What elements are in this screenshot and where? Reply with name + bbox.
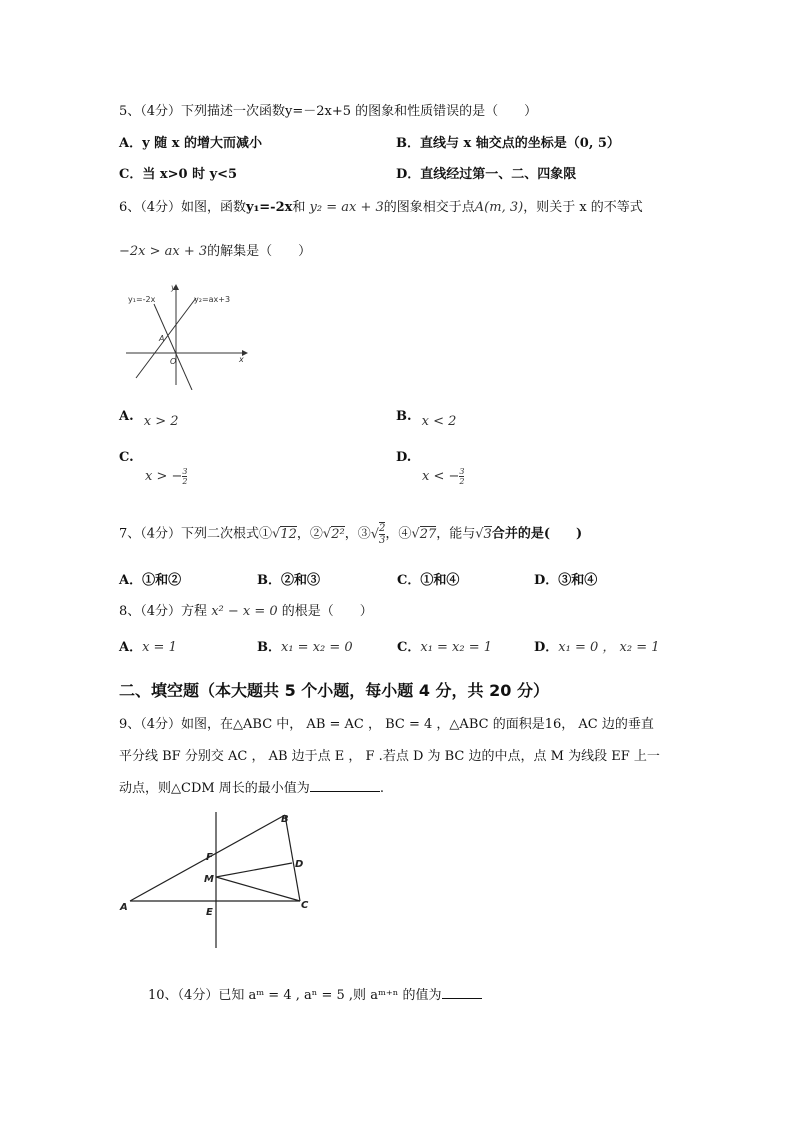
q9-fig-segment-bc [285, 815, 300, 901]
q6-option-c-frac: $\frac{3}{2}$ [182, 467, 188, 486]
q9-line-3 [119, 779, 384, 798]
q7-root-4: √27 [411, 526, 437, 542]
q7-post: ，能与 [436, 526, 476, 542]
q7-option-c[interactable]: C．①和④ [397, 573, 460, 588]
q8-option-d-expr: x₁ = 0 ， x₂ = 1 [558, 640, 660, 655]
q6-inequality-line [119, 243, 311, 261]
q6-graph-label-a: A [159, 334, 165, 343]
q8-equation: x² − x = 0 [211, 604, 278, 619]
q6-mid: 和 [292, 200, 306, 215]
q8-option-d-letter: D． [534, 640, 559, 655]
q8-option-a-letter: A． [119, 640, 143, 655]
q6-point: A(m, 3) [474, 200, 524, 215]
q6-mid2: 的图象相交于点 [383, 200, 475, 215]
q6-graph-label-x: x [239, 355, 244, 364]
q6-option-b-expr: x < 2 [421, 414, 457, 429]
q6-inequality: −2x > ax + 3 [119, 244, 208, 259]
q8-post: 的根是（ ） [281, 604, 373, 619]
q8-option-c-expr: x₁ = x₂ = 1 [420, 640, 493, 655]
q7-stem [119, 522, 582, 546]
q6-graph-label-y: y [171, 283, 176, 292]
q8-stem [119, 603, 373, 621]
q7-root-5: √3 [475, 526, 492, 542]
q9-fig-label-c: C [301, 900, 309, 911]
q7-root-2: √2² [322, 526, 345, 542]
q5-option-d[interactable]: D．直线经过第一、二、四象限 [396, 167, 577, 182]
q8-option-a[interactable] [119, 639, 177, 657]
q5-option-b[interactable]: B．直线与 x 轴交点的坐标是（0, 5） [396, 136, 620, 151]
q7-post-2: 合并的是( ) [491, 526, 583, 542]
q9-answer-blank[interactable] [310, 779, 380, 792]
q9-fig-label-d: D [295, 859, 304, 870]
q7-option-b[interactable]: B．②和③ [257, 573, 320, 588]
q9-fig-segment-mc [216, 877, 300, 901]
q6-post: ，则关于 x 的不等式 [523, 200, 643, 215]
q9-line-3-text: 动点，则△CDM 周长的最小值为 [119, 781, 310, 796]
q6-graph-line-y2 [136, 298, 196, 378]
q9-fig-label-a: A [120, 902, 128, 913]
q8-option-c-letter: C． [397, 640, 421, 655]
q6-ineq-post: 的解集是（ ） [207, 244, 312, 259]
q6-option-b[interactable] [396, 408, 457, 429]
q9-figure [118, 810, 318, 952]
q7-root-1: √12 [272, 526, 297, 542]
q9-fig-label-f: F [206, 852, 213, 863]
q10-stem [148, 986, 482, 1005]
q6-graph [120, 280, 255, 390]
q6-y1: y₁=-2x [246, 200, 293, 215]
q9-fig-label-e: E [206, 907, 213, 918]
q6-option-a-expr: x > 2 [143, 414, 179, 429]
q9-fig-segment-md [216, 863, 292, 877]
q6-option-d[interactable] [396, 449, 464, 486]
q8-stem-pre: 8、（4分）方程 [119, 604, 208, 619]
q7-sep-4: ，④ [385, 526, 412, 542]
q7-sep-2: ，② [296, 526, 323, 542]
q8-option-c[interactable] [397, 639, 492, 657]
q10-text: 10、（4分）已知 aᵐ = 4 , aⁿ = 5 ,则 aᵐ⁺ⁿ 的值为 [148, 988, 442, 1003]
q9-line-1: 9、（4分）如图，在△ABC 中， AB = AC ， BC = 4 ，△ABC 的面积是16， AC 边的垂直 [119, 717, 654, 732]
q6-option-d-letter: D. [396, 450, 412, 465]
q8-option-d[interactable] [534, 639, 660, 657]
q7-option-d[interactable]: D．③和④ [534, 573, 598, 588]
q6-stem [119, 199, 643, 217]
q9-line-2: 平分线 BF 分别交 AC ， AB 边于点 E ， F .若点 D 为 BC 边的中点，点 M 为线段 EF 上一 [119, 749, 660, 764]
q6-option-a-letter: A. [119, 409, 134, 424]
q6-option-b-letter: B. [396, 409, 412, 424]
q6-graph-label-o: O [170, 357, 177, 366]
q6-option-c-expr: x > − [145, 469, 183, 484]
q10-answer-blank[interactable] [442, 986, 482, 999]
q8-option-a-expr: x = 1 [142, 640, 177, 655]
q7-option-a[interactable]: A．①和② [119, 573, 182, 588]
q8-option-b-expr: x₁ = x₂ = 0 [281, 640, 353, 655]
q7-stem-pre: 7、（4分）下列二次根式① [119, 526, 273, 542]
q7-root-3: √ $\frac{2}{3}$ [370, 523, 386, 546]
q8-option-b[interactable] [257, 639, 353, 657]
q6-option-a[interactable] [119, 408, 179, 429]
q6-option-c-letter: C. [119, 450, 134, 465]
q6-stem-pre: 6、（4分）如图，函数 [119, 200, 247, 215]
q7-sep-3: ，③ [344, 526, 371, 542]
q6-option-d-frac: $\frac{3}{2}$ [459, 467, 465, 486]
q9-fig-label-m: M [204, 874, 214, 885]
q6-graph-label-y2: y₂=ax+3 [194, 295, 231, 304]
q8-option-b-letter: B． [257, 640, 281, 655]
section-2-heading: 二、填空题（本大题共 5 个小题，每小题 4 分，共 20 分） [119, 681, 549, 700]
q6-option-c[interactable] [119, 449, 187, 486]
q5-option-a[interactable]: A．y 随 x 的增大而减小 [119, 136, 262, 151]
q6-y2: y₂ = ax + 3 [309, 200, 384, 215]
q6-graph-label-y1: y₁=-2x [128, 295, 156, 304]
q9-fig-label-b: B [281, 814, 289, 825]
q5-stem: 5、（4分）下列描述一次函数y=－2x+5 的图象和性质错误的是（ ） [119, 104, 538, 119]
q5-option-c[interactable]: C．当 x>0 时 y<5 [119, 167, 238, 182]
q9-line-3-end: . [379, 781, 384, 796]
q6-option-d-expr: x < − [422, 469, 460, 484]
